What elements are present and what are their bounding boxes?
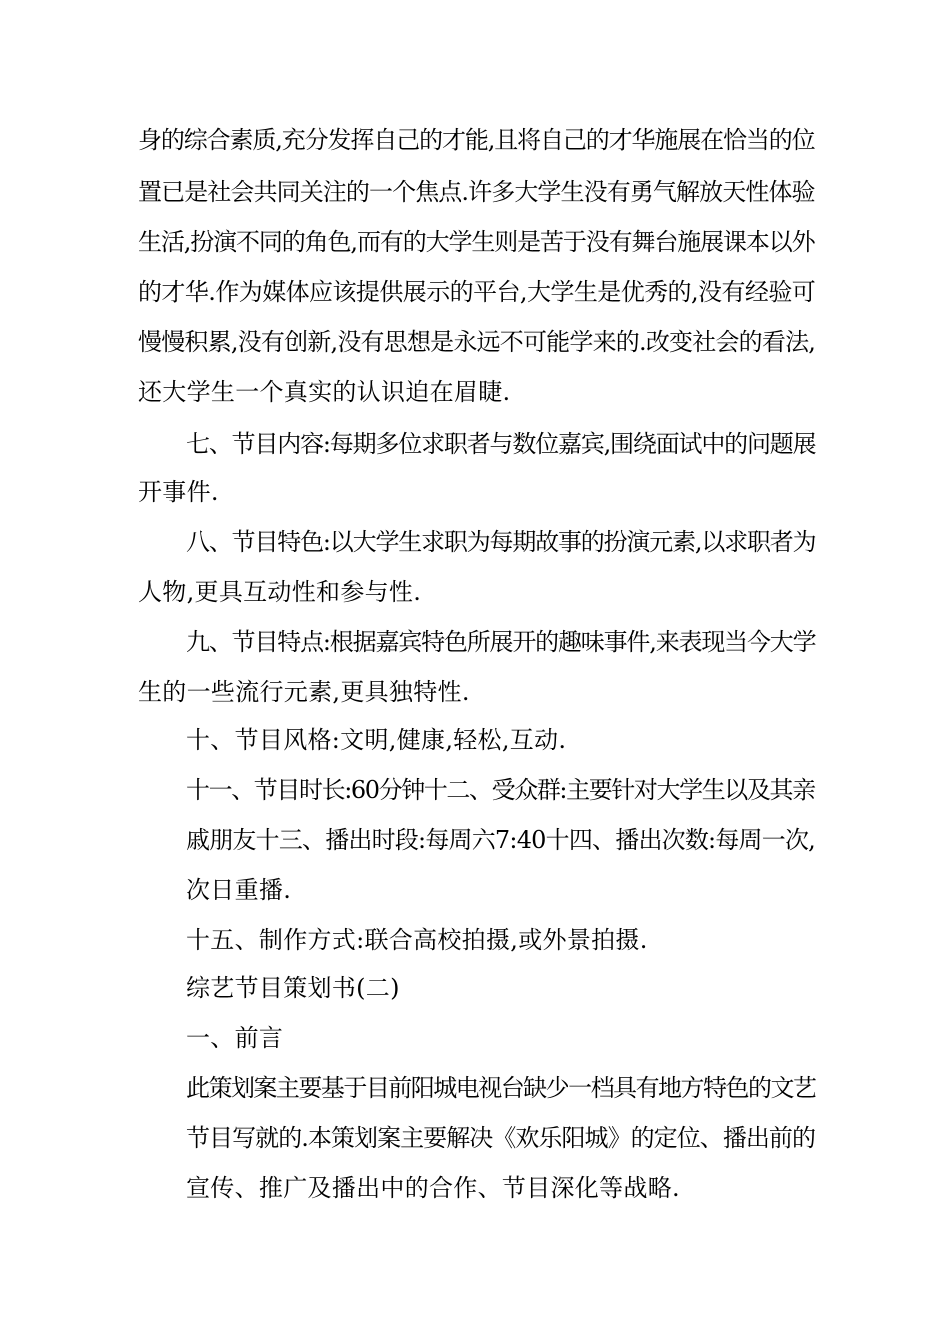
paragraph-line: 十、节目风格:文明,健康,轻松,互动. [186,726,567,754]
paragraph-line: 八、节目特色:以大学生求职为每期故事的扮演元素,以求职者为 [186,528,816,556]
paragraph-line: 慢慢积累,没有创新,没有思想是永远不可能学来的.改变社会的看法, [138,328,816,356]
paragraph-line: 开事件. [138,478,219,506]
paragraph-line: 人物,更具互动性和参与性. [138,578,422,606]
paragraph-line: 十五、制作方式:联合高校拍摄,或外景拍摄. [186,926,648,954]
paragraph-line: 的才华.作为媒体应该提供展示的平台,大学生是优秀的,没有经验可 [138,278,816,306]
section-heading: 一、前言 [186,1024,284,1052]
paragraph-line: 生活,扮演不同的角色,而有的大学生则是苦于没有舞台施展课本以外 [138,228,815,256]
paragraph-line: 十一、节目时长:60分钟十二、受众群:主要针对大学生以及其亲 [186,776,815,804]
paragraph-line: 此策划案主要基于目前阳城电视台缺少一档具有地方特色的文艺 [186,1074,816,1102]
paragraph-line: 七、节目内容:每期多位求职者与数位嘉宾,围绕面试中的问题展 [186,430,816,458]
paragraph-line: 身的综合素质,充分发挥自己的才能,且将自己的才华施展在恰当的位 [138,126,815,154]
paragraph-line: 次日重播. [186,876,292,904]
paragraph-line: 节目写就的.本策划案主要解决《欢乐阳城》的定位、播出前的 [186,1124,816,1152]
paragraph-line: 戚朋友十三、播出时段:每周六7:40十四、播出次数:每周一次, [186,826,815,854]
section-heading: 综艺节目策划书(二) [186,974,400,1002]
paragraph-line: 还大学生一个真实的认识迫在眉睫. [138,378,511,406]
paragraph-line: 生的一些流行元素,更具独特性. [138,678,470,706]
paragraph-line: 宣传、推广及播出中的合作、节目深化等战略. [186,1174,680,1202]
paragraph-line: 置已是社会共同关注的一个焦点.许多大学生没有勇气解放天性体验 [138,178,815,206]
paragraph-line: 九、节目特点:根据嘉宾特色所展开的趣味事件,来表现当今大学 [186,628,816,656]
